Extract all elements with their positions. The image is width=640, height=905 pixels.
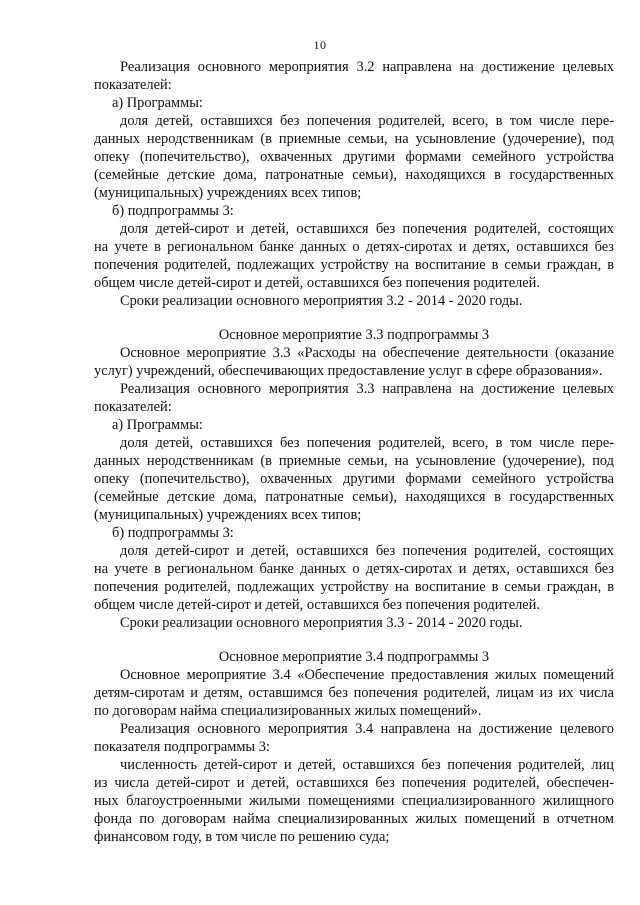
text-line: общем числе детей-сирот и детей, оставшихся без попечения родителей. (94, 275, 540, 291)
text-line: доля детей-сирот и детей, оставшихся без попечения родителей, состоящих (120, 543, 614, 559)
text-line: на учете в региональном банке данных о детях-сиротах и детях, оставшихся без (94, 561, 614, 577)
document-body (94, 58, 614, 846)
text-line: общем числе детей-сирот и детей, оставшихся без попечения родителей. (94, 597, 540, 613)
text-line: численность детей-сирот и детей, оставшихся без попечения родителей, лиц (120, 757, 614, 773)
text-line: доля детей-сирот и детей, оставшихся без попечения родителей, состоящих (120, 221, 614, 237)
text-line: на учете в региональном банке данных о детях-сиротах и детях, оставшихся без (94, 239, 614, 255)
text-line: (муниципальных) учреждениях всех типов; (94, 507, 362, 523)
text-line: по договорам найма специализированных жилых помещений». (94, 703, 482, 719)
text-line: показателя подпрограммы 3: (94, 739, 270, 755)
text-line: (семейные детские дома, патронатные семьи), находящихся в государственных (94, 489, 614, 505)
text-line: из числа детей-сирот и детей, оставшихся без попечения родителей, обеспечен- (94, 775, 614, 791)
text-line: Сроки реализации основного мероприятия 3.3 - 2014 - 2020 годы. (120, 615, 523, 631)
text-line: доля детей, оставшихся без попечения родителей, всего, в том числе пере- (120, 113, 614, 129)
text-line: данных неродственникам (в приемные семьи, на усыновление (удочерение), под (94, 453, 614, 469)
text-line: Реализация основного мероприятия 3.3 направлена на достижение целевых (120, 381, 614, 397)
text-line: показателей: (94, 399, 172, 415)
text-line: а) Программы: (112, 95, 203, 111)
text-line: Реализация основного мероприятия 3.4 направлена на достижение целевого (120, 721, 614, 737)
text-line: Основное мероприятие 3.4 «Обеспечение предоставления жилых помещений (120, 667, 614, 683)
text-line: детям-сиротам и детям, оставшимся без попечения родителей, лицам из их числа (94, 685, 614, 701)
text-line: б) подпрограммы 3: (112, 203, 234, 219)
text-line: финансовом году, в том числе по решению суда; (94, 829, 390, 845)
text-line: данных неродственникам (в приемные семьи, на усыновление (удочерение), под (94, 131, 614, 147)
text-line: попечения родителей, подлежащих устройству на воспитание в семьи граждан, в (94, 579, 614, 595)
section-heading: Основное мероприятие 3.3 подпрограммы 3 (218, 327, 490, 343)
text-line: опеку (попечительство), охваченных другими формами семейного устройства (94, 471, 614, 487)
text-line: попечения родителей, подлежащих устройству на воспитание в семьи граждан, в (94, 257, 614, 273)
text-line: доля детей, оставшихся без попечения родителей, всего, в том числе пере- (120, 435, 614, 451)
text-line: опеку (попечительство), охваченных другими формами семейного устройства (94, 149, 614, 165)
section-heading: Основное мероприятие 3.4 подпрограммы 3 (218, 649, 490, 665)
text-line: Реализация основного мероприятия 3.2 направлена на достижение целевых (120, 59, 614, 75)
text-line: (муниципальных) учреждениях всех типов; (94, 185, 362, 201)
text-line: Сроки реализации основного мероприятия 3.2 - 2014 - 2020 годы. (120, 293, 523, 309)
text-line: (семейные детские дома, патронатные семьи), находящихся в государственных (94, 167, 614, 183)
page-number: 10 (313, 38, 327, 52)
text-line: фонда по договорам найма специализированных жилых помещений в отчетном (94, 811, 614, 827)
text-line: а) Программы: (112, 417, 203, 433)
text-line: показателей: (94, 77, 172, 93)
text-line: услуг) учреждений, обеспечивающих предоставление услуг в сфере образования». (94, 363, 603, 379)
text-line: б) подпрограммы 3: (112, 525, 234, 541)
text-line: ных благоустроенными жилыми помещениями специализированного жилищного (94, 793, 614, 809)
text-line: Основное мероприятие 3.3 «Расходы на обеспечение деятельности (оказание (120, 345, 614, 361)
